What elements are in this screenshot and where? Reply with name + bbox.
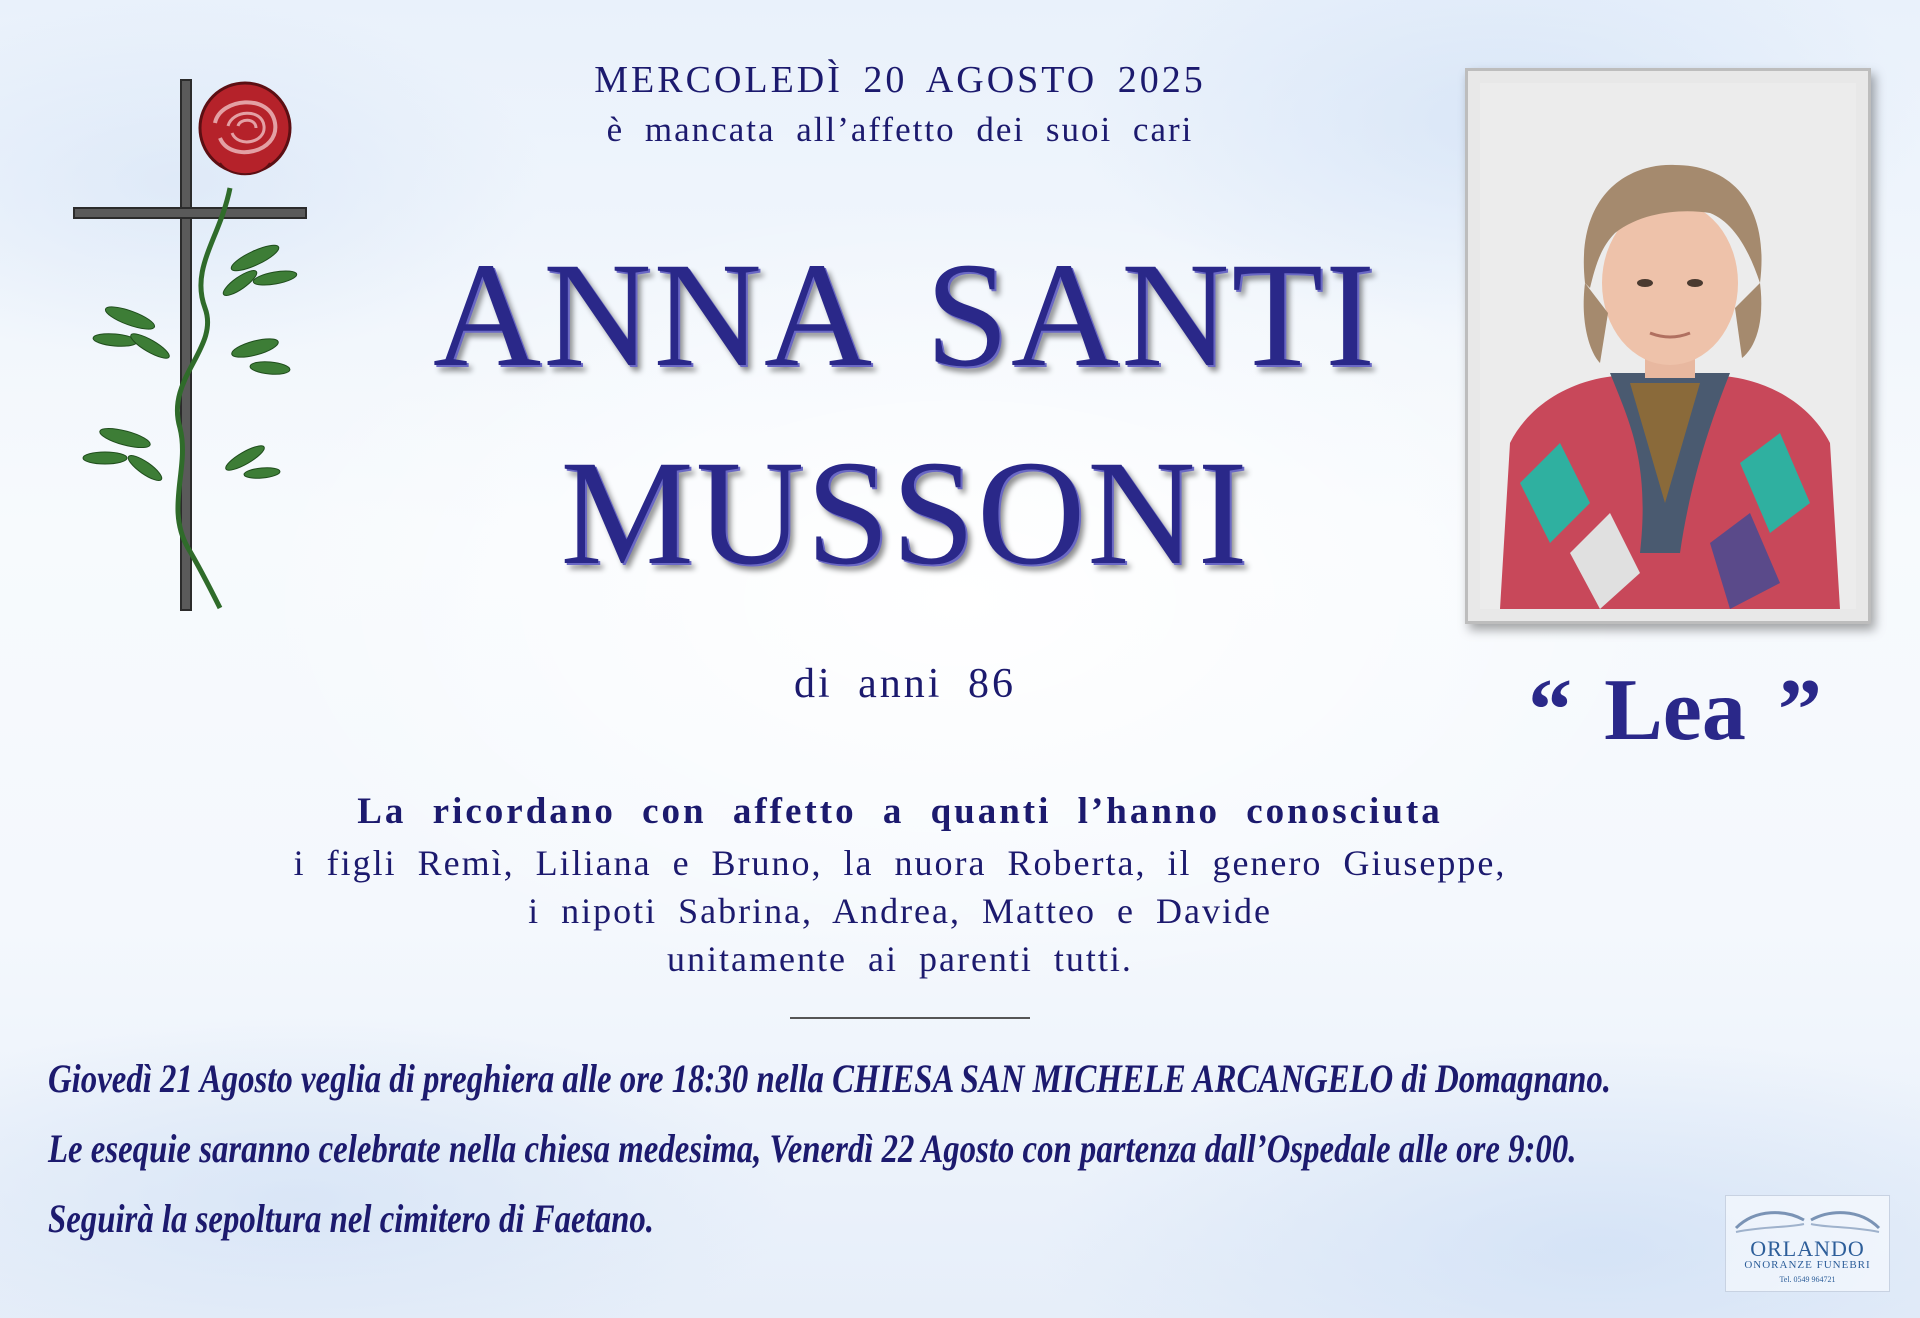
logo-brand: ORLANDO [1750,1236,1865,1261]
family-line: i nipoti Sabrina, Andrea, Matteo e Davide [528,891,1272,931]
funeral-home-logo [1725,1195,1890,1292]
family-line: i figli Remì, Liliana e Bruno, la nuora Roberta, il genero Giuseppe, [293,843,1507,883]
age-text: di anni 86 [794,661,1016,707]
logo-subtitle: ONORANZE FUNEBRI [1744,1259,1871,1271]
service-info-line: Seguirà la sepoltura nel cimitero di Faetano. [48,1196,654,1241]
deceased-first-name: ANNA SANTI [432,232,1378,398]
family-heading: La ricordano con affetto a quanti l’hanno conosciuta [357,791,1443,832]
intro-text: è mancata all’affetto dei suoi cari [606,110,1194,149]
logo-phone: Tel. 0549 964721 [1779,1275,1836,1284]
cross-with-rose-icon [70,78,320,618]
deceased-last-name: MUSSONI [560,430,1250,596]
family-line: unitamente ai parenti tutti. [667,939,1133,979]
service-info-line: Le esequie saranno celebrate nella chiesa medesima, Venerdì 22 Agosto con partenza dall’Ospedale alle ore 9:00. [48,1126,1577,1171]
hands-icon [1726,1198,1889,1238]
divider [790,1017,1030,1019]
service-info-line: Giovedì 21 Agosto veglia di preghiera alle ore 18:30 nella CHIESA SAN MICHELE ARCANGELO di Domagnano. [48,1056,1611,1101]
nickname: “ Lea ” [1528,662,1822,759]
portrait-photo [1465,68,1871,624]
death-date: MERCOLEDÌ 20 AGOSTO 2025 [594,59,1206,101]
